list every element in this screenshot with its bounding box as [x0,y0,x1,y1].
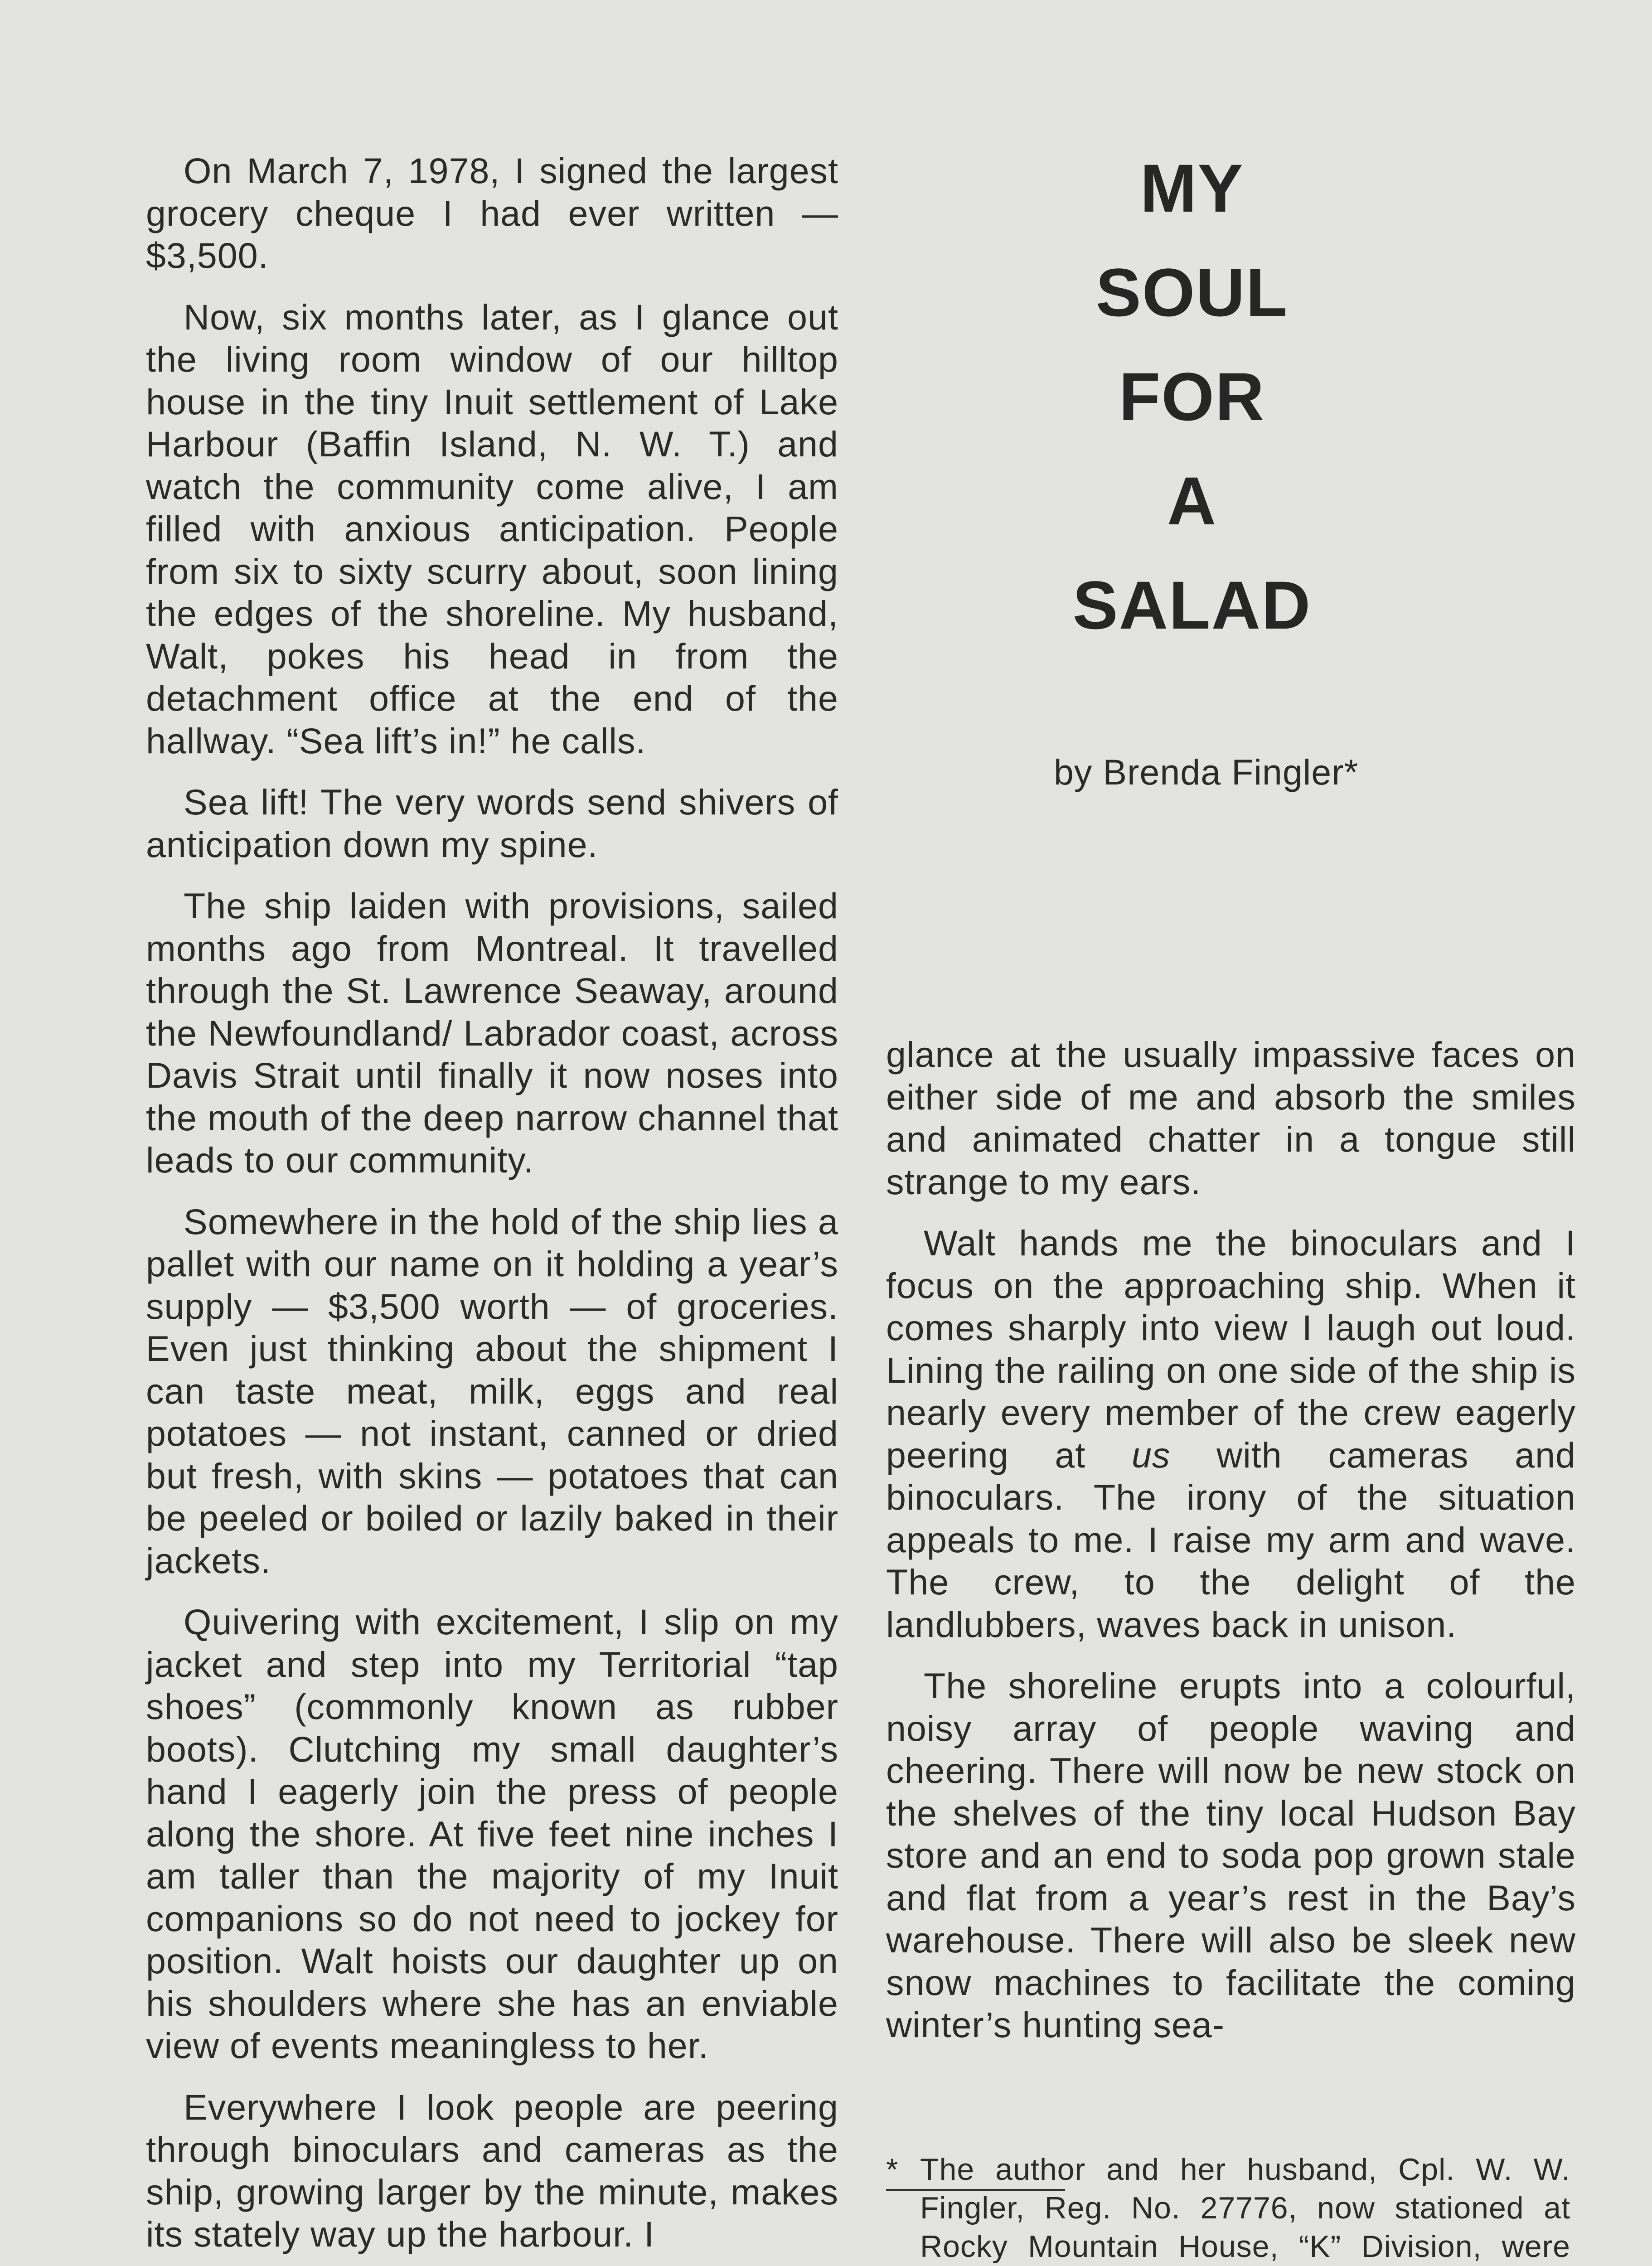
paragraph: Now, six months later, as I glance out the living room window of our hilltop house in the tiny Inuit settlement of Lake Harbour (Baffin Island, N. W. T.) and watch the community come alive, I am filled with anxious anticipation. People from six to sixty scurry about, soon lining the edges of the shoreline. My husband, Walt, pokes his head in from the detachment office at the end of the hallway. “Sea lift’s in!” he calls. [146,296,838,761]
title-line: SALAD [1072,567,1312,643]
footnote-text: The author and her husband, Cpl. W. W. Fingler, Reg. No. 27776, now stationed at Rocky Mountain House, “K” Division, were [920,2152,1570,2264]
paragraph: The ship laiden with provisions, sailed months ago from Montreal. It travelled through the St. Lawrence Seaway, around the Newfoundland/ Labrador coast, across Davis Strait until finally it now noses into the mouth of the deep narrow channel that leads to our community. [146,886,838,1180]
title-line: MY [1140,150,1244,226]
title-line: A [1167,463,1217,539]
left-column [146,150,838,2266]
footnote [886,2150,1570,2266]
text-run: Walt hands me the binoculars and I focus on the approaching ship. When it comes sharply into view I laugh out loud. Lining the railing on one side of the ship is nearly every member of the crew eagerly peering at [886,1223,1576,1475]
paragraph: On March 7, 1978, I signed the largest grocery cheque I had ever written — $3,500. [146,150,838,276]
paragraph: Sea lift! The very words send shivers of anticipation down my spine. [146,782,838,865]
paragraph: The shoreline erupts into a colourful, noisy array of people waving and cheering. There will now be new stock on the shelves of the tiny local Hudson Bay store and an end to soda pop grown stale and flat from a year’s rest in the Bay’s warehouse. There will also be sleek new snow machines to facilitate the coming winter’s hunting sea- [886,1666,1576,2045]
byline: by Brenda Fingler* [1054,752,1359,792]
paragraph [886,1222,1576,1646]
article-title [1056,136,1328,657]
paragraph: Somewhere in the hold of the ship lies a pallet with our name on it holding a year’s supply — $3,500 worth — of groceries. Even just thinking about the shipment I can taste meat, milk, eggs and real potatoes — not instant, canned or dried but fresh, with skins — potatoes that can be peeled or boiled or lazily baked in their jackets. [146,1201,838,1581]
paragraph: Everywhere I look people are peering through binoculars and cameras as the ship, growing larger by the minute, makes its stately way up the harbour. I [146,2087,838,2254]
title-line: FOR [1119,358,1265,435]
right-column [886,1033,1576,2065]
text-run: with cameras and binoculars. The irony of the situation appeals to me. I raise my arm and wave. The crew, to the delight of the landlubbers, waves back in unison. [886,1434,1576,1645]
title-line: SOUL [1095,254,1289,330]
emphasis: us [1131,1434,1171,1475]
paragraph: Quivering with excitement, I slip on my jacket and step into my Territorial “tap shoes” (commonly known as rubber boots). Clutching my small daughter’s hand I eagerly join the press of people along the shore. At five feet nine inches I am taller than the majority of my Inuit companions so do not need to jockey for position. Walt hoists our daughter up on his shoulders where she has an enviable view of events meaningless to her. [146,1602,838,2066]
footnote-mark: * [886,2152,899,2187]
paragraph-continuation: glance at the usually impassive faces on either side of me and absorb the smiles and animated chatter in a tongue still strange to my ears. [886,1034,1576,1202]
